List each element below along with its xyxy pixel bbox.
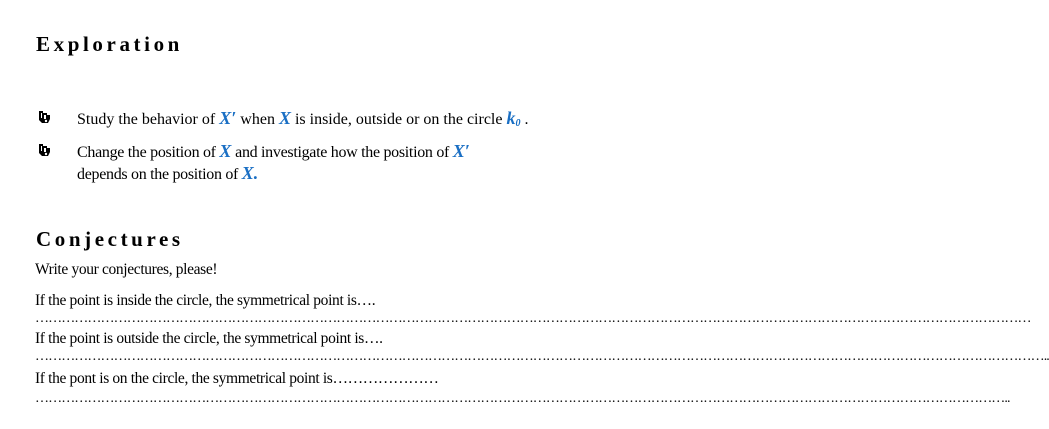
bullet-2-text-b: and investigate how the position of <box>231 144 453 161</box>
on-statement: If the pont is on the circle, the symmetrical point is………………… <box>35 370 439 387</box>
variable-k0: $k_0$ <box>506 108 521 129</box>
bullet-2-text-a: Change the position of <box>77 144 220 161</box>
outside-statement: If the point is outside the circle, the symmetrical point is…. <box>35 330 383 347</box>
variable-x-prime: X′ <box>219 108 237 128</box>
conjectures-prompt: Write your conjectures, please! <box>35 261 218 278</box>
bullet-1-text-b: when <box>236 111 279 128</box>
on-answer-blank: …………………………………………………………………………………………………………………………………………………………………………………………………….. <box>35 391 1010 406</box>
exploration-heading: Exploration <box>36 32 183 56</box>
exploration-bullet-2 <box>77 141 470 185</box>
variable-x-prime: X′ <box>452 141 470 161</box>
inside-statement: If the point is inside the circle, the symmetrical point is…. <box>35 292 376 309</box>
bullet-2-text-c: depends on the position of <box>77 166 242 183</box>
bullet-1-text-d: . <box>520 111 529 128</box>
bullet-1-text-a: Study the behavior of <box>77 111 220 128</box>
inside-answer-blank: ………………………………………………………………………………………………………………………………………………………………………………………………………… <box>35 311 1031 326</box>
hand-writing-icon <box>36 143 52 158</box>
hand-writing-icon <box>36 110 52 125</box>
outside-answer-blank: …………………………………………………………………………………………………………………………………………………………………………………………………………….. <box>35 349 1049 364</box>
conjectures-heading: Conjectures <box>36 227 184 251</box>
variable-x: X <box>219 141 232 161</box>
variable-x: X <box>278 108 291 128</box>
exploration-bullet-1 <box>77 108 528 134</box>
variable-x-period: X. <box>241 163 259 183</box>
bullet-1-text-c: is inside, outside or on the circle <box>290 111 507 128</box>
